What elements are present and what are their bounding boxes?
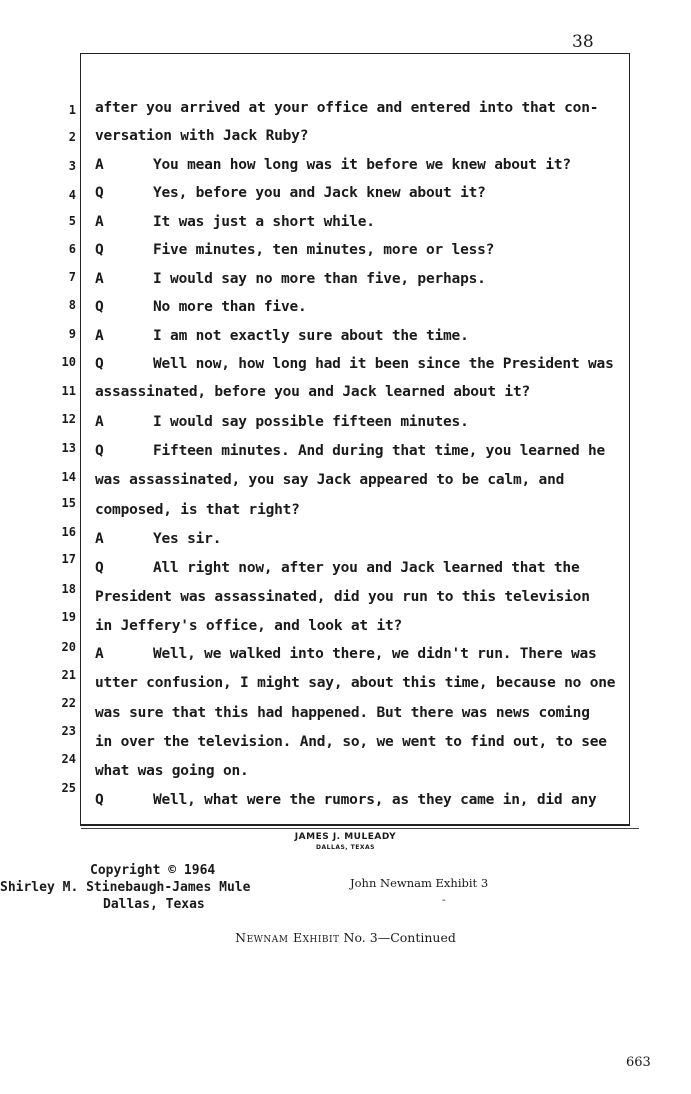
- transcript-text: Five minutes, ten minutes, more or less?: [153, 242, 495, 258]
- line-number: 6: [68, 242, 76, 256]
- transcript-text: in over the television. And, so, we went to find out, to see: [95, 734, 607, 750]
- transcript-line: [95, 414, 620, 430]
- caption-exhibit-word: Newnam Exhibit: [235, 930, 340, 945]
- transcript-text: in Jeffery's office, and look at it?: [95, 618, 403, 634]
- line-number: 5: [68, 214, 76, 228]
- page-number-bottom: 663: [626, 1055, 651, 1070]
- transcript-line: [95, 157, 620, 173]
- transcript-line: [95, 792, 620, 808]
- transcript-text: Well, what were the rumors, as they came in, did any: [153, 792, 597, 808]
- transcript-text: I am not exactly sure about the time.: [153, 328, 469, 344]
- transcript-line: [95, 443, 620, 459]
- line-number: 12: [61, 412, 76, 426]
- speaker-label: A: [95, 531, 104, 547]
- line-number: 22: [61, 696, 76, 710]
- copyright-block: [0, 862, 300, 913]
- transcript-text: after you arrived at your office and entered into that con-: [95, 100, 599, 116]
- line-number: 7: [68, 270, 76, 284]
- line-number: 8: [68, 298, 76, 312]
- speaker-label: Q: [95, 356, 104, 372]
- line-number: 16: [61, 525, 76, 539]
- transcript-line: [95, 214, 620, 230]
- exhibit-tag: John Newnam Exhibit 3: [350, 876, 489, 890]
- transcript-text: versation with Jack Ruby?: [95, 128, 309, 144]
- transcript-line: [95, 646, 620, 662]
- line-number: 2: [68, 130, 76, 144]
- transcript-line: [95, 618, 620, 634]
- line-number: 21: [61, 668, 76, 682]
- speaker-label: A: [95, 214, 104, 230]
- page-number-top: 38: [572, 32, 594, 52]
- transcript-line: [95, 705, 620, 721]
- line-number: 9: [68, 327, 76, 341]
- speaker-label: Q: [95, 185, 104, 201]
- line-number: 13: [61, 441, 76, 455]
- transcript-text: No more than five.: [153, 299, 307, 315]
- transcript-text: You mean how long was it before we knew about it?: [153, 157, 571, 173]
- transcript-line: [95, 502, 620, 518]
- transcript-line: [95, 734, 620, 750]
- transcript-text: I would say possible fifteen minutes.: [153, 414, 469, 430]
- speaker-label: Q: [95, 560, 104, 576]
- line-number: 17: [61, 552, 76, 566]
- transcript-line: [95, 356, 620, 372]
- speaker-label: Q: [95, 242, 104, 258]
- transcript-text: All right now, after you and Jack learned that the: [153, 560, 580, 576]
- copyright-line: Copyright © 1964: [90, 863, 216, 878]
- speaker-label: Q: [95, 443, 104, 459]
- transcript-line: [95, 328, 620, 344]
- transcript-text: Yes, before you and Jack knew about it?: [153, 185, 486, 201]
- transcript-text: Yes sir.: [153, 531, 222, 547]
- line-number: 24: [61, 752, 76, 766]
- transcript-line: [95, 299, 620, 315]
- transcript-line: [95, 560, 620, 576]
- transcript-line: [95, 128, 620, 144]
- line-number: 20: [61, 640, 76, 654]
- caption-suffix: —Continued: [377, 930, 456, 945]
- speaker-label: A: [95, 646, 104, 662]
- transcript-text: was sure that this had happened. But there was news coming: [95, 705, 590, 721]
- transcript-line: [95, 384, 620, 400]
- transcript-line: [95, 185, 620, 201]
- line-number: 1: [68, 103, 76, 117]
- transcript-line: [95, 271, 620, 287]
- court-reporter-name: JAMES J. MULEADY: [294, 832, 397, 842]
- transcript-text: It was just a short while.: [153, 214, 375, 230]
- exhibit-caption: [0, 930, 691, 945]
- transcript-line: [95, 675, 620, 691]
- line-number: 18: [61, 582, 76, 596]
- transcript-text: President was assassinated, did you run to this television: [95, 589, 590, 605]
- line-number: 25: [61, 781, 76, 795]
- caption-number: No. 3: [343, 930, 378, 945]
- transcript-line: [95, 100, 620, 116]
- transcript-line: [95, 472, 620, 488]
- speaker-label: Q: [95, 299, 104, 315]
- transcript-text: Fifteen minutes. And during that time, you learned he: [153, 443, 606, 459]
- transcript-line: [95, 763, 620, 779]
- speaker-label: A: [95, 271, 104, 287]
- speaker-label: Q: [95, 792, 104, 808]
- line-number: 23: [61, 724, 76, 738]
- line-number: 10: [61, 355, 76, 369]
- transcript-text: I would say no more than five, perhaps.: [153, 271, 486, 287]
- line-number: 3: [68, 159, 76, 173]
- court-reporter-city: DALLAS, TEXAS: [316, 844, 375, 851]
- transcript-text: was assassinated, you say Jack appeared to be calm, and: [95, 472, 565, 488]
- line-number: 19: [61, 610, 76, 624]
- line-number: 15: [61, 496, 76, 510]
- transcript-line: [95, 242, 620, 258]
- transcript-text: Well now, how long had it been since the President was: [153, 356, 614, 372]
- line-number: 14: [61, 470, 76, 484]
- transcript-line: [95, 589, 620, 605]
- speaker-label: A: [95, 157, 104, 173]
- line-number: 4: [68, 188, 76, 202]
- transcript-text: utter confusion, I might say, about this time, because no one: [95, 675, 616, 691]
- copyright-holders: Shirley M. Stinebaugh-James Mule: [0, 880, 251, 895]
- transcript-line: [95, 531, 620, 547]
- speaker-label: A: [95, 328, 104, 344]
- transcript-text: Well, we walked into there, we didn't run. There was: [153, 646, 597, 662]
- transcript-text: what was going on.: [95, 763, 249, 779]
- speaker-label: A: [95, 414, 104, 430]
- exhibit-dash: -: [442, 895, 446, 906]
- line-number: 11: [61, 384, 76, 398]
- transcript-text: composed, is that right?: [95, 502, 300, 518]
- transcript-text: assassinated, before you and Jack learned about it?: [95, 384, 531, 400]
- copyright-location: Dallas, Texas: [103, 897, 205, 912]
